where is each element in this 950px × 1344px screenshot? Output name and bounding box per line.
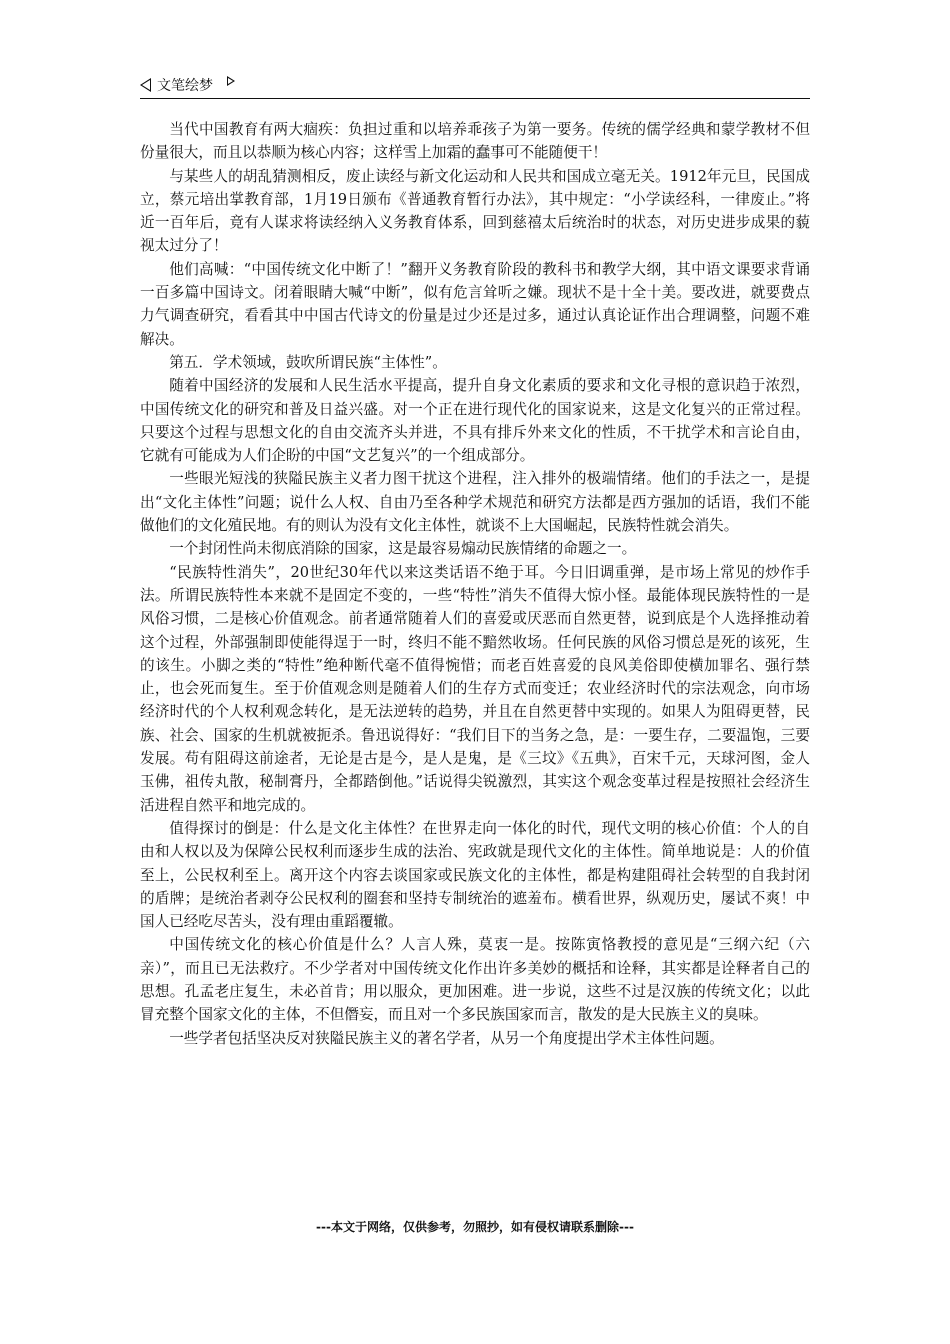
paragraph: 他们高喊：“中国传统文化中断了！”翻开义务教育阶段的教科书和教学大纲，其中语文课要求背诵一百多篇中国诗文。闭着眼睛大喊“中断”，似有危言耸听之嫌。现状不是十全十美。要改进，就要费点力气调查研究，看看其中中国古代诗文的份量是过少还是过多，通过认真论证作出合理调整，问题不难解决。 bbox=[140, 260, 810, 348]
paragraph: 第五．学术领域，鼓吹所谓民族“主体性”。 bbox=[169, 353, 447, 371]
paragraph: 随着中国经济的发展和人民生活水平提高，提升自身文化素质的要求和文化寻根的意识趋于浓烈，中国传统文化的研究和普及日益兴盛。对一个正在进行现代化的国家说来，这是文化复兴的正常过程。只要这个过程与思想文化的自由交流齐头并进，不具有排斥外来文化的性质，不干扰学术和言论自由，它就有可能成为人们企盼的中国“文艺复兴”的一个组成部分。 bbox=[140, 377, 810, 465]
paragraph: 当代中国教育有两大痼疾：负担过重和以培养乖孩子为第一要务。传统的儒学经典和蒙学教材不但份量很大，而且以恭顺为核心内容；这样雪上加霜的蠢事可不能随便干！ bbox=[140, 121, 810, 162]
footer-notice: ---本文于网络，仅供参考，勿照抄，如有侵权请联系删除--- bbox=[316, 1220, 634, 1234]
page-header bbox=[140, 72, 810, 98]
paragraph: 与某些人的胡乱猜测相反，废止读经与新文化运动和人民共和国成立毫无关。1912年元旦，民国成立，蔡元培出掌教育部，1月19日颁布《普通教育暂行办法》，其中规定：“小学读经科，一律废止。”将近一百年后，竟有人谋求将读经纳入义务教育体系，回到慈禧太后统治时的状态，对历史进步成果的藐视太过分了！ bbox=[140, 167, 810, 255]
document-body bbox=[140, 118, 810, 1050]
header-rule bbox=[140, 98, 810, 99]
paragraph: “民族特性消失”，20世纪30年代以来这类话语不绝于耳。今日旧调重弹，是市场上常见的炒作手法。所谓民族特性本来就不是固定不变的，一些“特性”消失不值得大惊小怪。最能体现民族特性的一是风俗习惯，二是核心价值观念。前者通常随着人们的喜爱或厌恶而自然更替，说到底是个人选择推动着这个过程，外部强制即使能得逞于一时，终归不能不黯然收场。任何民族的风俗习惯总是死的该死，生的该生。小脚之类的“特性”绝种断代毫不值得惋惜；而老百姓喜爱的良风美俗即使横加罪名、强行禁止，也会死而复生。至于价值观念则是随着人们的生存方式而变迁；农业经济时代的宗法观念，向市场经济时代的个人权利观念转化，是无法逆转的趋势，并且在自然更替中实现的。如果人为阻碍更替，民族、社会、国家的生机就被扼杀。鲁迅说得好：“我们目下的当务之急，是：一要生存，二要温饱，三要发展。苟有阻碍这前途者，无论是古是今，是人是鬼，是《三坟》《五典》，百宋千元，天球河图，金人玉佛，祖传丸散，秘制膏丹，全都踏倒他。”话说得尖锐激烈，其实这个观念变革过程是按照社会经济生活进程自然平和地完成的。 bbox=[140, 563, 810, 814]
paragraph: 一些学者包括坚决反对狭隘民族主义的著名学者，从另一个角度提出学术主体性问题。 bbox=[169, 1029, 724, 1047]
paragraph: 中国传统文化的核心价值是什么？人言人殊，莫衷一是。按陈寅恪教授的意见是“三纲六纪（六亲）”，而且已无法救疗。不少学者对中国传统文化作出许多美妙的概括和诠释，其实都是诠释者自己的思想。孔孟老庄复生，未必首肯；用以服众，更加困难。进一步说，这些不过是汉族的传统文化；以此冒充整个国家文化的主体，不但僭妄，而且对一个多民族国家而言，散发的是大民族主义的臭味。 bbox=[140, 936, 810, 1024]
header-title: 文笔绘梦 bbox=[157, 78, 213, 94]
paragraph: 一个封闭性尚未彻底消除的国家，这是最容易煽动民族情绪的命题之一。 bbox=[169, 540, 637, 558]
right-triangle-icon bbox=[227, 76, 235, 86]
paragraph: 值得探讨的倒是：什么是文化主体性？在世界走向一体化的时代，现代文明的核心价值：个人的自由和人权以及为保障公民权利而逐步生成的法治、宪政就是现代文化的主体性。简单地说是：人的价值至上，公民权利至上。离开这个内容去谈国家或民族文化的主体性，都是构建阻碍社会转型的自我封闭的盾牌；是统治者剥夺公民权利的圈套和坚持专制统治的遮羞布。横看世界，纵观历史，屡试不爽！中国人已经吃尽苦头，没有理由重蹈覆辙。 bbox=[140, 819, 810, 931]
paragraph: 一些眼光短浅的狭隘民族主义者力图干扰这个进程，注入排外的极端情绪。他们的手法之一，是提出“文化主体性”问题；说什么人权、自由乃至各种学术规范和研究方法都是西方强加的话语，我们不能做他们的文化殖民地。有的则认为没有文化主体性，就谈不上大国崛起，民族特性就会消失。 bbox=[140, 470, 810, 535]
left-triangle-icon bbox=[140, 78, 151, 92]
